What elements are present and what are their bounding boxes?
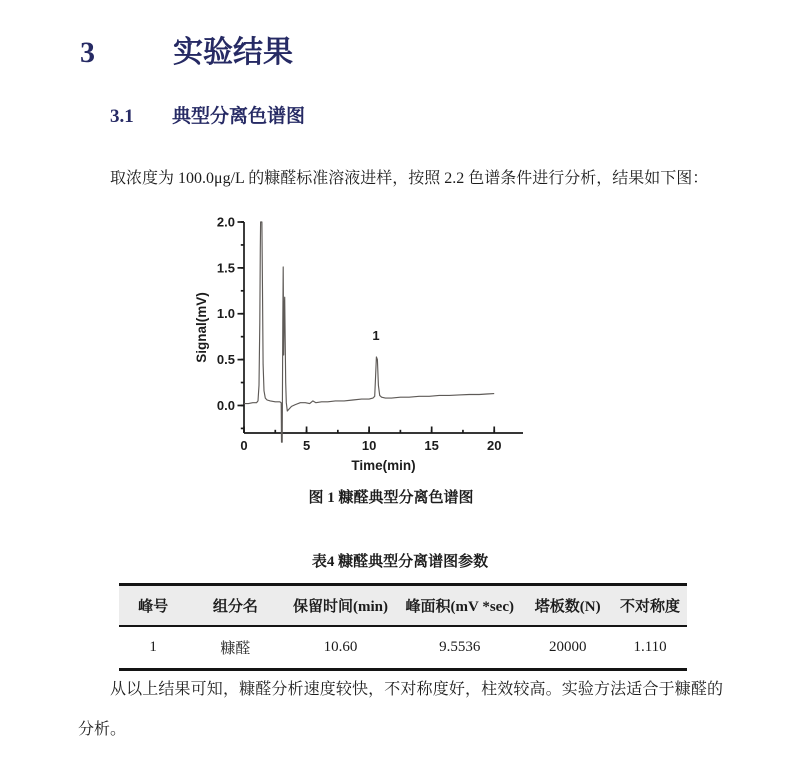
svg-text:20: 20 (486, 438, 502, 453)
svg-text:5: 5 (302, 438, 311, 453)
column-header-asymmetry: 不对称度 (613, 585, 687, 627)
figure-caption: 图 1 糠醛典型分离色谱图 (308, 490, 474, 506)
svg-text:Time(min): Time(min) (351, 458, 416, 473)
conclusion-paragraph: 从以上结果可知，糠醛分析速度较快，不对称度好，柱效较高。实验方法适合于糠醛的分析。 (78, 681, 723, 738)
svg-text:1: 1 (372, 327, 380, 343)
svg-text:Signal(mV): Signal(mV) (194, 292, 209, 363)
column-header-component: 组分名 (187, 585, 284, 627)
cell-peak-no: 1 (149, 639, 157, 655)
subsection-number: 3.1 (110, 106, 134, 127)
cell-retention-time: 10.60 (323, 639, 358, 655)
table-row (119, 626, 687, 670)
svg-text:0.0: 0.0 (216, 397, 235, 413)
chromatogram-figure (190, 208, 540, 478)
table-header-row (119, 585, 687, 627)
svg-text:10: 10 (361, 438, 377, 453)
column-header-retention-time: 保留时间(min) (284, 585, 398, 627)
svg-text:15: 15 (424, 438, 439, 453)
column-header-peak-no: 峰号 (119, 585, 187, 627)
svg-text:0.5: 0.5 (216, 352, 235, 368)
intro-paragraph: 取浓度为 100.0μg/L 的糠醛标准溶液进样，按照 2.2 色谱条件进行分析，结果如下图： (110, 170, 709, 187)
svg-text:1.0: 1.0 (216, 306, 235, 322)
chromatogram-chart (190, 208, 540, 478)
cell-peak-area: 9.5536 (439, 639, 481, 655)
svg-text:2.0: 2.0 (216, 214, 235, 230)
column-header-plate-number: 塔板数(N) (522, 585, 613, 627)
results-table-wrap (119, 583, 687, 671)
svg-text:1.5: 1.5 (216, 260, 235, 276)
subsection-heading (110, 101, 305, 128)
section-title: 实验结果 (173, 36, 293, 69)
cell-asymmetry: 1.110 (633, 639, 667, 655)
subsection-title: 典型分离色谱图 (172, 106, 306, 127)
table-caption: 表4 糠醛典型分离谱图参数 (311, 554, 489, 570)
cell-component: 糠醛 (220, 641, 251, 657)
svg-text:0: 0 (240, 438, 248, 453)
column-header-peak-area: 峰面积(mV *sec) (397, 585, 522, 627)
results-table (119, 583, 687, 671)
cell-plate-number: 20000 (548, 639, 587, 655)
section-number: 3 (80, 36, 95, 69)
section-heading (80, 27, 293, 71)
